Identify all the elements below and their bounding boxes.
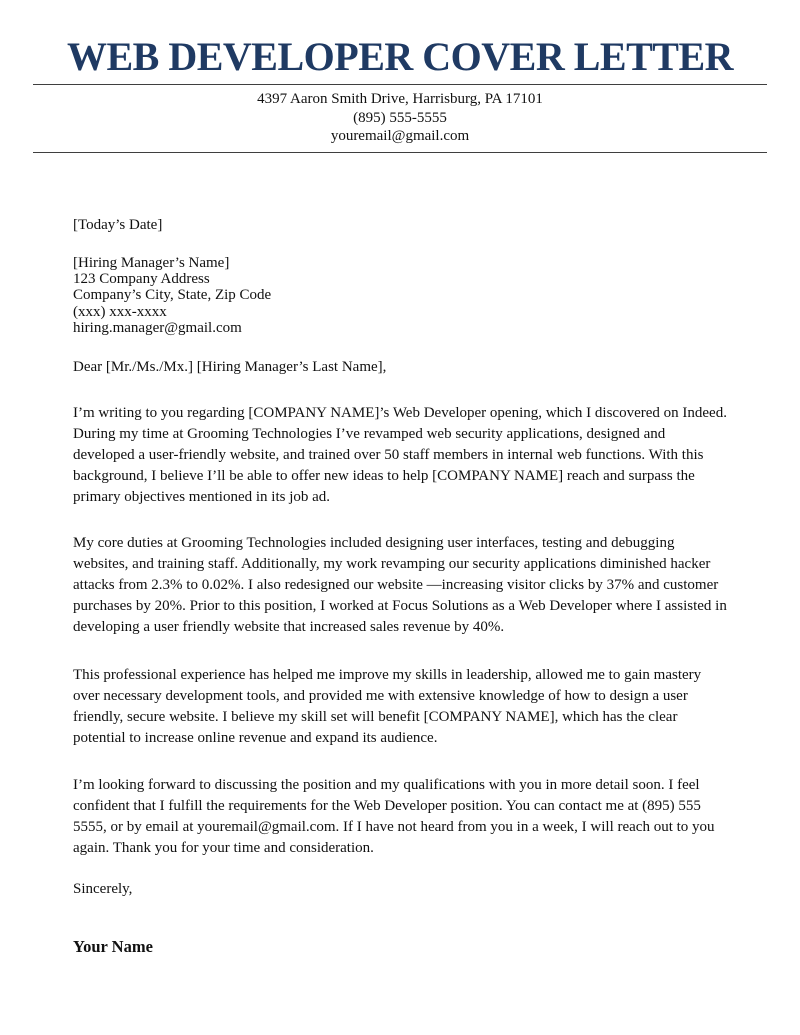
page-title: WEB DEVELOPER COVER LETTER [66,34,734,79]
recipient-address: 123 Company Address [73,270,210,287]
body-paragraph-skills: This professional experience has helped me improve my skills in leadership, allowed me to gain mastery over necessary development tools, and provided me with extensive knowledge of how to design a user friendly, secure website. I believe my skill set will benefit [COMPANY NAME], which has the clear potential to increase online revenue and expand its audience. [73,666,702,746]
salutation-line: Dear [Mr./Ms./Mx.] [Hiring Manager’s Last Name], [73,358,387,375]
letter-body [0,217,800,956]
recipient-name: [Hiring Manager’s Name] [73,254,230,271]
letterhead-contact-block [0,85,800,149]
body-paragraph-call-to-action: I’m looking forward to discussing the position and my qualifications with you in more detail soon. I feel confident that I fulfill the requirements for the Web Developer position. You can contact me at (895) 555 5555, or by email at youremail@gmail.com. If I have not heard from you in a week, I will reach out to you again. Thank you for your time and consideration. [73,776,715,856]
letterhead-divider-bottom [33,152,767,153]
body-paragraph-intro: I’m writing to you regarding [COMPANY NAME]’s Web Developer opening, which I discovered on Indeed. During my time at Grooming Technologies I’ve revamped web security applications, designed and developed a user-friendly website, and trained over 50 staff members in internal web functions. With this background, I believe I’ll be able to offer new ideas to help [COMPANY NAME] reach and surpass the primary objectives mentioned in its job ad. [73,404,727,505]
recipient-block [73,255,727,337]
contact-phone: (895) 555-5555 [353,109,447,126]
closing-line: Sincerely, [73,880,133,897]
date-line: [Today’s Date] [73,216,163,233]
letterhead [0,0,800,153]
contact-address: 4397 Aaron Smith Drive, Harrisburg, PA 17101 [257,91,543,107]
recipient-city-state-zip: Company’s City, State, Zip Code [73,287,272,304]
recipient-email: hiring.manager@gmail.com [73,320,242,337]
body-paragraph-experience: My core duties at Grooming Technologies included designing user interfaces, testing and debugging websites, and training staff. Additionally, my work revamping our security applications diminished hacker attacks from 2.3% to 0.02%. I also redesigned our website —increasing visitor clicks by 37% and customer purchases by 20%. Prior to this position, I worked at Focus Solutions as a Web Developer where I assisted in developing a user friendly website that increased sales revenue by 40%. [73,534,727,635]
contact-email: youremail@gmail.com [330,128,470,144]
recipient-phone: (xxx) xxx-xxxx [73,303,167,320]
signature-name: Your Name [73,936,153,956]
